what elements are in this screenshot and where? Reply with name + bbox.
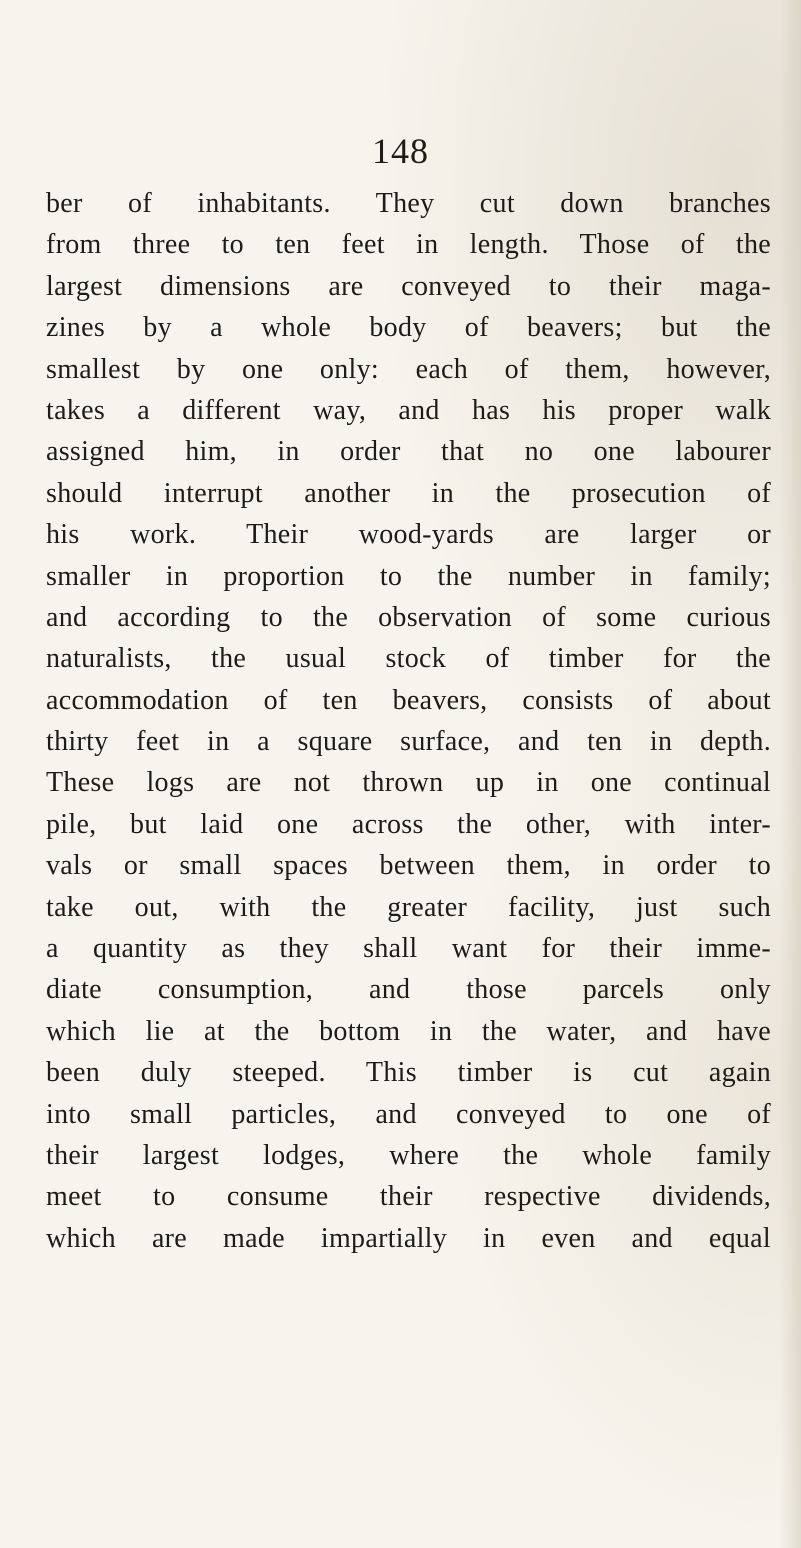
- text-line: into small particles, and conveyed to one of: [46, 1098, 771, 1130]
- page-edge-shadow: [779, 0, 801, 1548]
- text-line: thirty feet in a square surface, and ten in depth.: [46, 726, 771, 758]
- text-line: accommodation of ten beavers, consists of about: [46, 684, 771, 716]
- text-line: zines by a whole body of beavers; but the: [46, 312, 771, 344]
- text-line: ber of inhabitants. They cut down branches: [46, 188, 771, 219]
- text-line: which lie at the bottom in the water, and have: [46, 1015, 771, 1047]
- text-line: take out, with the greater facility, just such: [46, 891, 771, 923]
- text-line: assigned him, in order that no one labourer: [46, 436, 771, 468]
- body-text: [46, 183, 771, 1259]
- text-line: vals or small spaces between them, in order to: [46, 850, 771, 882]
- text-line: and according to the observation of some curious: [46, 601, 771, 633]
- text-line: smaller in proportion to the number in family;: [46, 560, 771, 592]
- text-line: which are made impartially in even and equal: [46, 1222, 771, 1254]
- text-line: his work. Their wood-yards are larger or: [46, 519, 771, 551]
- text-line: a quantity as they shall want for their imme-: [46, 933, 771, 965]
- text-line: naturalists, the usual stock of timber for the: [46, 643, 771, 675]
- page-number: 148: [372, 131, 429, 171]
- text-line: meet to consume their respective dividends,: [46, 1181, 771, 1213]
- text-line: takes a different way, and has his proper walk: [46, 394, 771, 426]
- text-line: smallest by one only: each of them, however,: [46, 353, 771, 385]
- text-line: their largest lodges, where the whole family: [46, 1139, 771, 1171]
- text-line: pile, but laid one across the other, with inter-: [46, 808, 771, 840]
- text-line: been duly steeped. This timber is cut again: [46, 1057, 771, 1089]
- text-line: These logs are not thrown up in one continual: [46, 767, 771, 799]
- text-line: largest dimensions are conveyed to their maga-: [46, 270, 771, 302]
- text-line: diate consumption, and those parcels only: [46, 974, 771, 1006]
- text-line: from three to ten feet in length. Those of the: [46, 229, 771, 261]
- text-line: should interrupt another in the prosecution of: [46, 477, 771, 509]
